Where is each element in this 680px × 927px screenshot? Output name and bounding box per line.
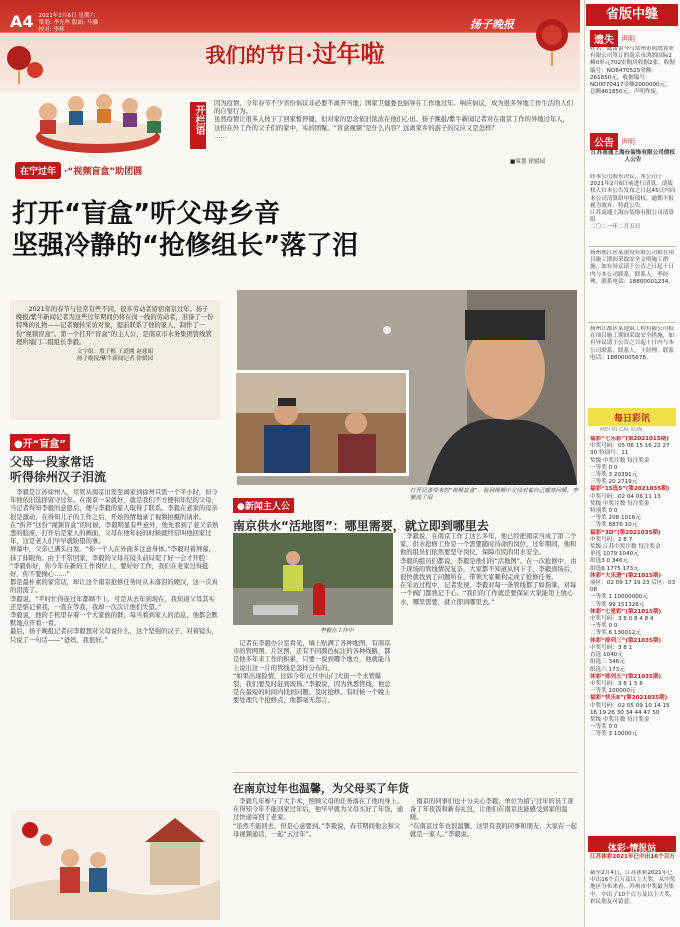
lottery-line: 一等奖 100000元: [590, 688, 636, 695]
lottery-line: 中奖号码：2 8 7: [590, 536, 633, 543]
section1-tag: ●开“盲盒”: [10, 434, 70, 451]
section1-body: 李毅是江苏徐州人，尽管从南京出发至离家到徐州只需一个半小时，但今年他依旧选择留守过年。在南京一呆就好，就是我们不方便和年纪的父母，当记者得知李毅的意愿后，便与李毅的家人取得了联系。李毅在老家的母亲很是激动，在得知儿子的工作之后，开始热情地录了视频拍摄的请求。 在“拆开”这份“视频盲盒”的时候，李毅明显有些意外，他先看到了老父亲熟悉的脸庞，打开后是家人的画面，父母在他年轻的时候就经常叫他回家过年，这是老人们早早就盼望的事。 屏幕中，父亲已满头白发。“你一个人在外面多注意身体。”李毅对着屏幕，抹了抹眼角。由于不常回家，李毅的父母在镜头前局促了好一会才开腔： “李毅你好，你今年在新的工作岗位上，要好好工作，我们在老家过得挺好，你不要操心……” 都是最朴素的家常话，却让这个南京抢修任务时从未落泪的硬汉，这一次真的泪流了。 李毅说，“平时忙得连过年都顾不上，可是从去年到现在，我知道父母其实还是惦记着我，一直在等我，我却一次次让他们失望。” 李毅说，他的手机里存着一个大家族的群，每当看到家人的消息，他都会默默地点开看一看。 最后，扬子晚报记者问李毅想对父母说什么，这个坚强的汉子，对着镜头，只说了一句话——“爸妈，我很好。”: [10, 489, 219, 644]
lottery-line: 体彩“七星彩”(第21015期): [590, 608, 662, 615]
section2-col1: 记者在李毅办公室看见，墙上贴满了各种地图，有南京市的管网图、片区图，还有不同颜色标注的各种线路，都是他多年来工作的积累，只要一说到哪个地方，他就能马上说出这一片的管线是怎样分布的。 “如果出现险情，比如今年元旦中山门大街一个水管爆裂，我们要及时赶到现场。”李毅说，因为熟悉管线，他总是在最短的时间内找到问题，及时抢修。有时候一个晚上要处理几个抢修点，他都毫无怨言。: [233, 640, 391, 705]
notice3-body: 扬州江都区某建筑工程有限公司拟在项目施工期间采取安全措施，如有异议请于公告之日起十日内与本公司联系，联系人：王经理，联系电话：18800005678。: [590, 326, 674, 361]
lottery-line: 特别奖 0 0: [590, 508, 618, 515]
lottery-header: [588, 408, 676, 426]
page-date: 2021年2月6日 星期六: [38, 13, 96, 19]
worker-at-hydrant-image: [233, 533, 393, 625]
sports-head: 江苏体彩2021年已中出16个百万: [590, 854, 675, 860]
banner-title-main: 我们的节日·: [205, 43, 313, 67]
lottery-line: 福彩“快乐8”(第2021035期): [590, 695, 668, 702]
lottery-line: 一等奖 1 10000000元: [590, 594, 648, 601]
lottery-line: 福彩“15选5”(第2021035期): [590, 486, 670, 493]
lottery-line: 中奖号码：3 8 1: [590, 644, 633, 651]
headline-line-2: 坚强冷静的“抢修组长”落了泪: [12, 231, 359, 261]
lottery-line: 二等奖 3 10000元: [590, 731, 638, 738]
section2-title: 南京供水“活地图”：哪里需要，就立即到哪里去: [233, 519, 489, 533]
lottery-line: 中奖号码：02 04 06 11 13: [590, 493, 661, 500]
right-divider-2: [588, 322, 676, 323]
lottery-line: 中奖号码：02 05 09 10 14 15 16 19 26 30 34 44 47 50: [590, 702, 670, 716]
lottery-line: 二等奖 99 151326元: [590, 601, 645, 608]
lottery-line: 奖级 中奖注数 每注奖金: [590, 716, 650, 723]
lottery-line: 奖级 中奖注数 每注奖金: [590, 457, 650, 464]
lottery-line: 前区：02 09 17 19 23 后区：03 08: [590, 580, 676, 594]
lost-sub: 声明: [621, 34, 635, 43]
notice-sub: 声明: [621, 137, 635, 146]
page-editors: 策划: 李光华 版面: 马骥: [38, 20, 98, 27]
notice-header: [590, 133, 635, 150]
family-dinner-illustration: [18, 82, 178, 162]
lantern-decoration-right: [530, 10, 575, 70]
lottery-line: 直选 1040元: [590, 652, 623, 659]
photo-caption: 打开记者带来的“视频盲盒”，看到视频中父母对着自己嘘寒问暖，李毅流了泪: [410, 488, 579, 502]
banner-title: [165, 34, 425, 69]
intro-box: [10, 300, 220, 420]
lottery-line: 一等奖 0 0: [590, 724, 618, 731]
notice-label: 公告: [590, 133, 618, 150]
inset-photo: [233, 370, 409, 476]
section2-tag: ●新闻主人公: [233, 498, 294, 513]
notice2-body: 扬州邢江区某建设有限公司拟在项目施工期间采取安全文明施工措施，如有异议请于公告之日起十日内与本公司联系，联系人：李经理，联系电话：18800001234。: [590, 250, 674, 285]
intro-body: 2021年的春节与往常有些不同，很多劳动者留宿南京过年。扬子晚报/紫牛新闻记者为这些过年期间仍将在岗一线的劳动者，准备了一份特殊的礼物——记者辗转采访对象，提前联系了他的家人，制作了一份“视频盲盒”。第一个打开“盲盒”的主人公，是南京市水务集团管线管理所埔门二组组长李毅。: [16, 306, 214, 346]
lottery-line: 组选3 0 346元: [590, 558, 629, 565]
lottery-line: 福彩“3D”(第2021035期): [590, 529, 661, 536]
section1-title-a: 父母一段家常话: [10, 455, 95, 469]
lottery-list: [590, 436, 676, 836]
lottery-line: 奖级 中奖注数 每注奖金: [590, 500, 650, 507]
brand-logo: 扬子晚报: [470, 18, 514, 31]
parents-video-image: [236, 373, 406, 473]
lottery-line: 一等奖 208 1016元: [590, 515, 641, 522]
worker-photo-caption: 李毅在工作中: [320, 628, 354, 634]
headline: [12, 198, 582, 262]
lottery-line: 二等奖 3 20391元: [590, 472, 638, 479]
section3-title: 在南京过年也温馨，为父母买了年货: [233, 782, 409, 795]
lost-label: 遗失: [590, 30, 618, 47]
column-label-text: 开栏语: [193, 105, 204, 135]
lottery-line: 二等奖 8876 10元: [590, 522, 638, 529]
column-label: [190, 102, 206, 149]
section3-col1: 李毅几年参与了大手术，照顾父母的任务落在了他的身上。在得知今年不能回家过年后，他早早就为父母买好了年货，通过快递寄回了老家。 “虽然不能回去，但是心意要到。”李毅说，春节期间他会和父母视频通话，一起“云过年”。: [233, 798, 403, 838]
lottery-line: 体彩“大乐透”(第21015期): [590, 572, 662, 579]
lottery-line: 组选6 1775 173元: [590, 565, 639, 572]
intro-credit: 文字组：殷子楷 王道刚 赵慈娟 扬子晚报/紫牛新闻记者 徐媛园: [76, 349, 154, 363]
right-brand-text: 省版中缝: [605, 7, 658, 22]
notice-body: 经本公司股东决议，本公司于2021年2月6日前进行清算，请债权人自本公告发布之日起45日内向本公司清算组申报债权，逾期不报视为放弃。特此公告。 江苏南通上海台装饰有限公司清算组 二〇二一年二月五日: [590, 174, 676, 231]
sub-caption-pill: 在宁过年: [15, 162, 61, 179]
page-number: A4: [10, 12, 34, 31]
sub-caption-text: ·“视频盲盒”助团圆: [64, 167, 143, 177]
lottery-brand: 每日彩讯: [613, 413, 650, 424]
lottery-line: 组选三 346元: [590, 659, 625, 666]
lottery-line: 一等奖 0 0: [590, 623, 618, 630]
lottery-line: 体彩“排列三”(第21035期): [590, 637, 662, 644]
lottery-line: 中奖号码：05 06 15 16 22 27 30 特别号：11: [590, 443, 670, 457]
right-divider-1: [588, 246, 676, 247]
section3-col2: 南京的同事们也十分关心李毅，单位为留宁过年的员工准备了年夜饭和新春礼包，让他们在南京也能感受到家的温暖。 “在南京过年也很温馨，这里有我的同事和朋友，大家在一起就是一家人。”李毅说。: [410, 798, 577, 838]
section1: [10, 432, 220, 819]
lottery-line: 中奖号码：3 8 0 8 4 8 4: [590, 616, 654, 623]
banner-title-accent: 过年啦: [312, 39, 385, 68]
lost-body: 姓名：陈蕾蕾今与常州市鸿鹄置业有限公司签订的南京市鸿鹄国际2幢0单元702室购房收据2张，收据编号：NO6470525金额：261850元，收据编号：NO0070417金额2000000元，总额461850元，声明作废。: [590, 46, 675, 96]
header-left: [10, 13, 140, 35]
section1-title-b: 听得徐州汉子泪流: [10, 470, 107, 484]
page-proof: 校对: 李辉: [38, 27, 65, 34]
right-brand: [586, 4, 678, 26]
lottery-line: 奖级 江苏中奖注数 每注奖金: [590, 544, 661, 551]
family-illustration-bottom: [10, 810, 220, 920]
lottery-line: 体彩“排列五”(第21035期): [590, 673, 662, 680]
worker-photo: [233, 533, 393, 625]
headline-line-1: 打开“盲盒”听父母乡音: [12, 199, 281, 229]
lottery-line: 组选六 173元: [590, 666, 625, 673]
section2: [233, 494, 588, 534]
lottery-line: 一等奖 0 0: [590, 464, 618, 471]
column-body: 因为疫情，今年春节不少省份倡议非必要不离开当地；国家卫健委也倡导在工作地过年。响应倡议，成为很多异地工作生活的人们的自觉行为。 虽然疫情让很多人按下了回家暂停键，但对家的思念依旧浓浓在他们心田。扬子晚报/紫牛新闻记者对在南京工作的异地过年人，这份在外工作的父子们的家中，实的团聚。“盲盒视频”是什么内容？远离家乡的游子的反应又是怎样？ ……: [214, 100, 573, 140]
section2-col2: 李毅说，在南京工作了这么多年，他已经把南京当成了第二个家。供水抢修工作是一个需要随时待命的岗位，过年期间，他和他的组员们依然要坚守岗位，保障市民的用水安全。 李毅的组员们都说，李毅是他们的“活地图”。在一次抢修中，由于现场的管线情况复杂，大家都不知道从何下手，李毅到场后，很快就找到了问题所在，带领大家顺利完成了抢修任务。 在采访过程中，记者发现，李毅对每一条管线都了如指掌，对每一个阀门都熟记于心。“我们的工作就是要保证大家能用上放心水，哪里需要，就立即到哪里去。”: [400, 533, 577, 606]
notice-title: 江苏南通上海台装饰有限公司债权人公告: [591, 150, 675, 164]
lottery-line: 福彩“七乐彩”(第2021015期): [590, 436, 669, 442]
lottery-sub: MEI RI CAI XUN: [600, 427, 643, 433]
sports-body: 截至2月4日，江苏体彩2021年已中出16个百万及以上大奖，从中奖地区分布来看，苏州市中奖最为集中，中出了10个百万及以上大奖，彩民朋友可留意。: [590, 870, 676, 905]
column-credit: ■策划 徐媛园: [510, 159, 546, 165]
divider: [233, 772, 578, 773]
lottery-line: 三等奖 20 2719元: [590, 479, 638, 486]
lost-header: [590, 30, 635, 47]
sports-brand: 体彩·情报站: [607, 844, 657, 854]
sub-caption: [15, 162, 142, 179]
lottery-line: 二等奖 6 130012元: [590, 630, 641, 637]
sports-header: [588, 836, 676, 852]
lottery-line: 中奖号码：3 8 1 5 6: [590, 680, 643, 687]
lottery-line: 单选 1079 1040元: [590, 551, 639, 558]
